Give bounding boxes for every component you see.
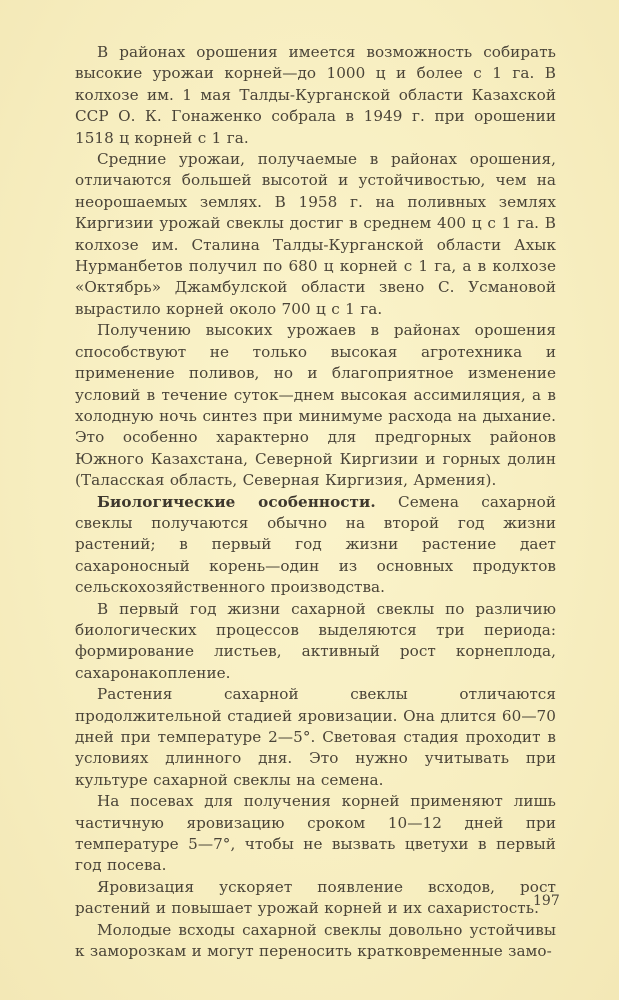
paragraph-average-yields xyxy=(75,149,556,320)
paragraph-text: Молодые всходы сахарной свеклы довольно устойчивы к заморозкам и могут переносить кратковременные замо- xyxy=(75,920,556,961)
paragraph-text: На посевах для получения корней применяют лишь частичную яровизацию сроком 10—12 дней при температуре 5—7°, чтобы не вызвать цветухи в первый год посева. xyxy=(75,792,556,875)
paragraph-partial-vernalization xyxy=(75,791,556,877)
paragraph-first-year-periods xyxy=(75,599,556,685)
page-body xyxy=(75,42,556,962)
paragraph-text: Яровизация ускоряет появление всходов, рост растений и повышает урожай корней и их сахаристость. xyxy=(75,877,556,918)
paragraph-text: Получению высоких урожаев в районах орошения способствуют не только высокая агротехника и применение поливов, но и благоприятное изменение условий в течение суток—днем высокая ассимиляция, а в холодную ночь синтез при минимуме расхода на дыхание. Это особенно характерно для предгорных районов Южного Казахстана, Северной Киргизии и горных долин (Таласская область, Северная Киргизия, Армения). xyxy=(75,321,556,490)
paragraph-text: Растения сахарной свеклы отличаются продолжительной стадией яровизации. Она длится 60—70 дней при температуре 2—5°. Световая стадия проходит в условиях длинного дня. Это нужно учитывать при культуре сахарной свеклы на семена. xyxy=(75,685,556,789)
paragraph-irrigation-yields xyxy=(75,42,556,149)
paragraph-vernalization-stage xyxy=(75,684,556,791)
paragraph-frost-resistance xyxy=(75,920,556,963)
page-number: 197 xyxy=(533,893,560,909)
paragraph-text: В районах орошения имеется возможность собирать высокие урожаи корней—до 1000 ц и более с 1 га. В колхозе им. 1 мая Талды-Курганской области Казахской ССР О. К. Гонаженко собрала в 1949 г. при орошении 1518 ц корней с 1 га. xyxy=(75,43,556,147)
paragraph-high-yield-factors xyxy=(75,320,556,491)
paragraph-biological-features xyxy=(75,492,556,599)
section-heading: Биологические особенности. xyxy=(97,492,376,511)
paragraph-text: В первый год жизни сахарной свеклы по различию биологических процессов выделяются три периода: формирование листьев, активный рост корнеплода, сахаронакопление. xyxy=(75,599,556,682)
paragraph-text: Семена сахарной свеклы получаются обычно на второй год жизни растений; в первый год жизни растение дает сахароносный корень—один из основных продуктов сельскохозяйственного производства. xyxy=(75,492,556,597)
paragraph-text: Средние урожаи, получаемые в районах орошения, отличаются большей высотой и устойчивостью, чем на неорошаемых землях. В 1958 г. на поливных землях Киргизии урожай свеклы достиг в среднем 400 ц с 1 га. В колхозе им. Сталина Талды-Курганской области Ахык Нурманбетов получил по 680 ц корней с 1 га, а в колхозе «Октябрь» Джамбулской области звено С. Усмановой вырастило корней около 700 ц с 1 га. xyxy=(75,150,556,318)
paragraph-vernalization-effects xyxy=(75,877,556,920)
